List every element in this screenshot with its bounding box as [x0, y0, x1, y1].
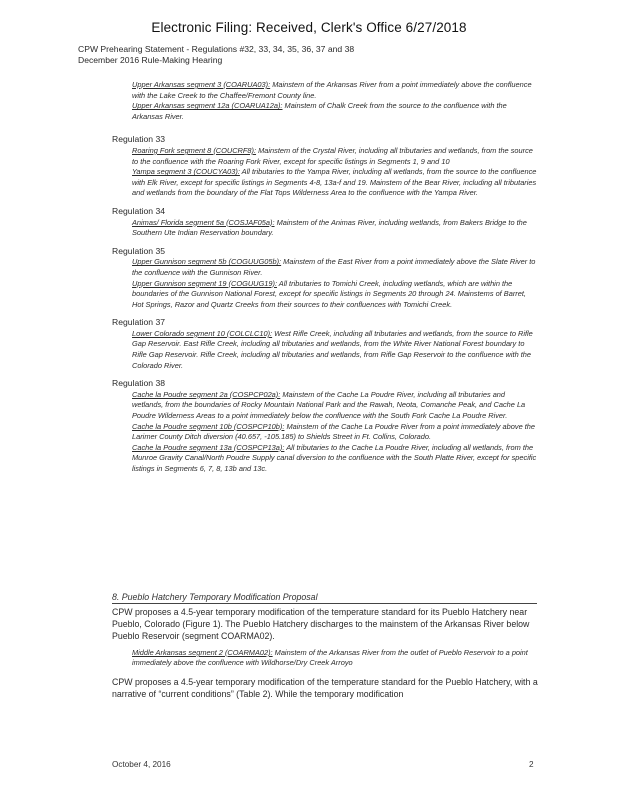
- segment-description: Mainstem of Chalk Creek from the source to the confluence with the Arkansas River.: [132, 101, 507, 121]
- segment-entry: [132, 648, 532, 668]
- segment-name: Upper Arkansas segment 12a (COARUA12a):: [132, 101, 283, 111]
- footer-date: October 4, 2016: [112, 760, 171, 769]
- segment-name: Upper Arkansas segment 3 (COARUA03):: [132, 80, 271, 89]
- segment-name: Middle Arkansas segment 2 (COARMA02):: [132, 648, 273, 657]
- segment-entry: [112, 257, 537, 278]
- segment-entry: [112, 146, 537, 167]
- document-header: [78, 44, 354, 66]
- segment-description: All tributaries to the Cache La Poudre River, including all wetlands, from the Munroe Gravity Canal/North Poudre Supply canal diversion to the confluence with the South Platte River, except for specific listings in Segments 6, 7, 8, 13b and 13c.: [132, 442, 537, 473]
- regulation-heading: Regulation 34: [112, 205, 166, 216]
- header-title: CPW Prehearing Statement - Regulations #32, 33, 34, 35, 36, 37 and 38: [78, 44, 355, 54]
- filing-stamp: Electronic Filing: Received, Clerk's Office 6/27/2018: [151, 20, 467, 35]
- segment-name: Yampa segment 3 (COUCYA03):: [132, 167, 240, 177]
- segment-description: Mainstem of the Arkansas River from the outlet of Pueblo Reservoir to a point immediately above the confluence with Wildhorse/Dry Creek Arroyo: [132, 648, 528, 668]
- segment-entry: [112, 218, 537, 239]
- segment-entry: [112, 167, 537, 199]
- segment-description: Mainstem of the Cache La Poudre River, including all tributaries and wetlands, from the boundaries of Rocky Mountain National Park and the Rawah, Neota, Comanche Peak, and Cache La Poudre Wilderness Areas to a point immediately below the confluence with the South Fork Cache La Poudre River.: [132, 389, 526, 421]
- segment-entry: [112, 329, 537, 371]
- segment-name: Animas/ Florida segment 5a (COSJAF05a):: [132, 217, 275, 227]
- segment-name: Cache la Poudre segment 10b (COSPCP10b):: [132, 421, 285, 431]
- segment-name: Roaring Fork segment 8 (COUCRF8):: [132, 145, 257, 155]
- regulation-heading: Regulation 38: [112, 378, 166, 389]
- section-heading: 8. Pueblo Hatchery Temporary Modification Proposal: [112, 592, 537, 604]
- body-paragraph: CPW proposes a 4.5-year temporary modification of the temperature standard for its Pueblo Hatchery near Pueblo, Colorado (Figure 1). The Pueblo Hatchery discharges to the mainstem of the Arkansas River below Pueblo Reservoir (segment COARMA02).: [112, 607, 530, 642]
- segment-entry: [112, 279, 537, 311]
- segment-name: Upper Gunnison segment 19 (COGUUG19):: [132, 278, 278, 288]
- segment-name: Cache la Poudre segment 2a (COSPCP02a):: [132, 389, 281, 399]
- segment-entry: [112, 422, 537, 443]
- segment-name: Lower Colorado segment 10 (COLCLC10):: [132, 328, 273, 338]
- segment-name: Upper Gunnison segment 5b (COGUUG05b):: [132, 257, 282, 267]
- segment-description: Mainstem of the Arkansas River from a point immediately above the confluence with the Lake Creek to the Chaffee/Fremont County line.: [132, 80, 532, 100]
- segment-description: Mainstem of the East River from a point immediately above the Slate River to the confluence with the Gunnison River.: [132, 257, 536, 277]
- segment-description: Mainstem of the Animas River, including wetlands, from Bakers Bridge to the Southern Ute Indian Reservation boundary.: [132, 217, 527, 238]
- regulation-heading: Regulation 33: [112, 134, 166, 145]
- segment-description: West Rifle Creek, including all tributaries and wetlands, from the source to Rifle Gap Reservoir. East Rifle Creek, including all tributaries and wetlands, from the White River National Forest boundary to Rifle Gap Reservoir. Rifle Creek, including all tributaries and wetlands, from Rifle Gap Reservoir to the confluence with the Colorado River.: [132, 328, 533, 370]
- segment-name: Cache la Poudre segment 13a (COSPCP13a):: [132, 442, 285, 452]
- page-number: 2: [529, 760, 534, 769]
- segment-description: Mainstem of the Crystal River, including all tributaries and wetlands, from the source to the confluence with the Roaring Fork River, except for specific listings in Segments 1, 9 and 10: [132, 145, 533, 166]
- segment-entry: [112, 443, 537, 475]
- segment-entry: [112, 390, 537, 422]
- regulation-heading: Regulation 37: [112, 317, 166, 328]
- segment-description: Mainstem of the Cache La Poudre River from a point immediately above the Larimer County Ditch diversion (40.657, -105.185) to Shields Street in Ft. Collins, Colorado.: [132, 421, 536, 442]
- header-subtitle: December 2016 Rule-Making Hearing: [78, 55, 223, 65]
- segment-entry: [112, 80, 537, 101]
- segment-list: [112, 80, 537, 475]
- segment-description: All tributaries to Tomichi Creek, including wetlands, which are within the boundaries of the Gunnison National Forest, except for specific listings in Segments 20 through 24. Mainstems of Barret, Hot Springs, Razor and Quartz Creeks from their sources to their confluences with Tomichi Creek.: [132, 278, 526, 309]
- regulation-heading: Regulation 35: [112, 245, 166, 256]
- segment-entry: [112, 101, 537, 122]
- body-paragraph: CPW proposes a 4.5-year temporary modification of the temperature standard for the Pueblo Hatchery, with a narrative of “current conditions” (Table 2). While the temporary modification: [112, 677, 538, 700]
- segment-description: All tributaries to the Yampa River, including all wetlands, from the source to the confluence with Elk River, except for specific listings in Segments 4-8, 13a-f and 19. Mainstem of the Bear River, including all tributaries and wetlands from the boundary of the Flat Tops Wilderness Area to the confluence with the Yampa River.: [132, 167, 537, 198]
